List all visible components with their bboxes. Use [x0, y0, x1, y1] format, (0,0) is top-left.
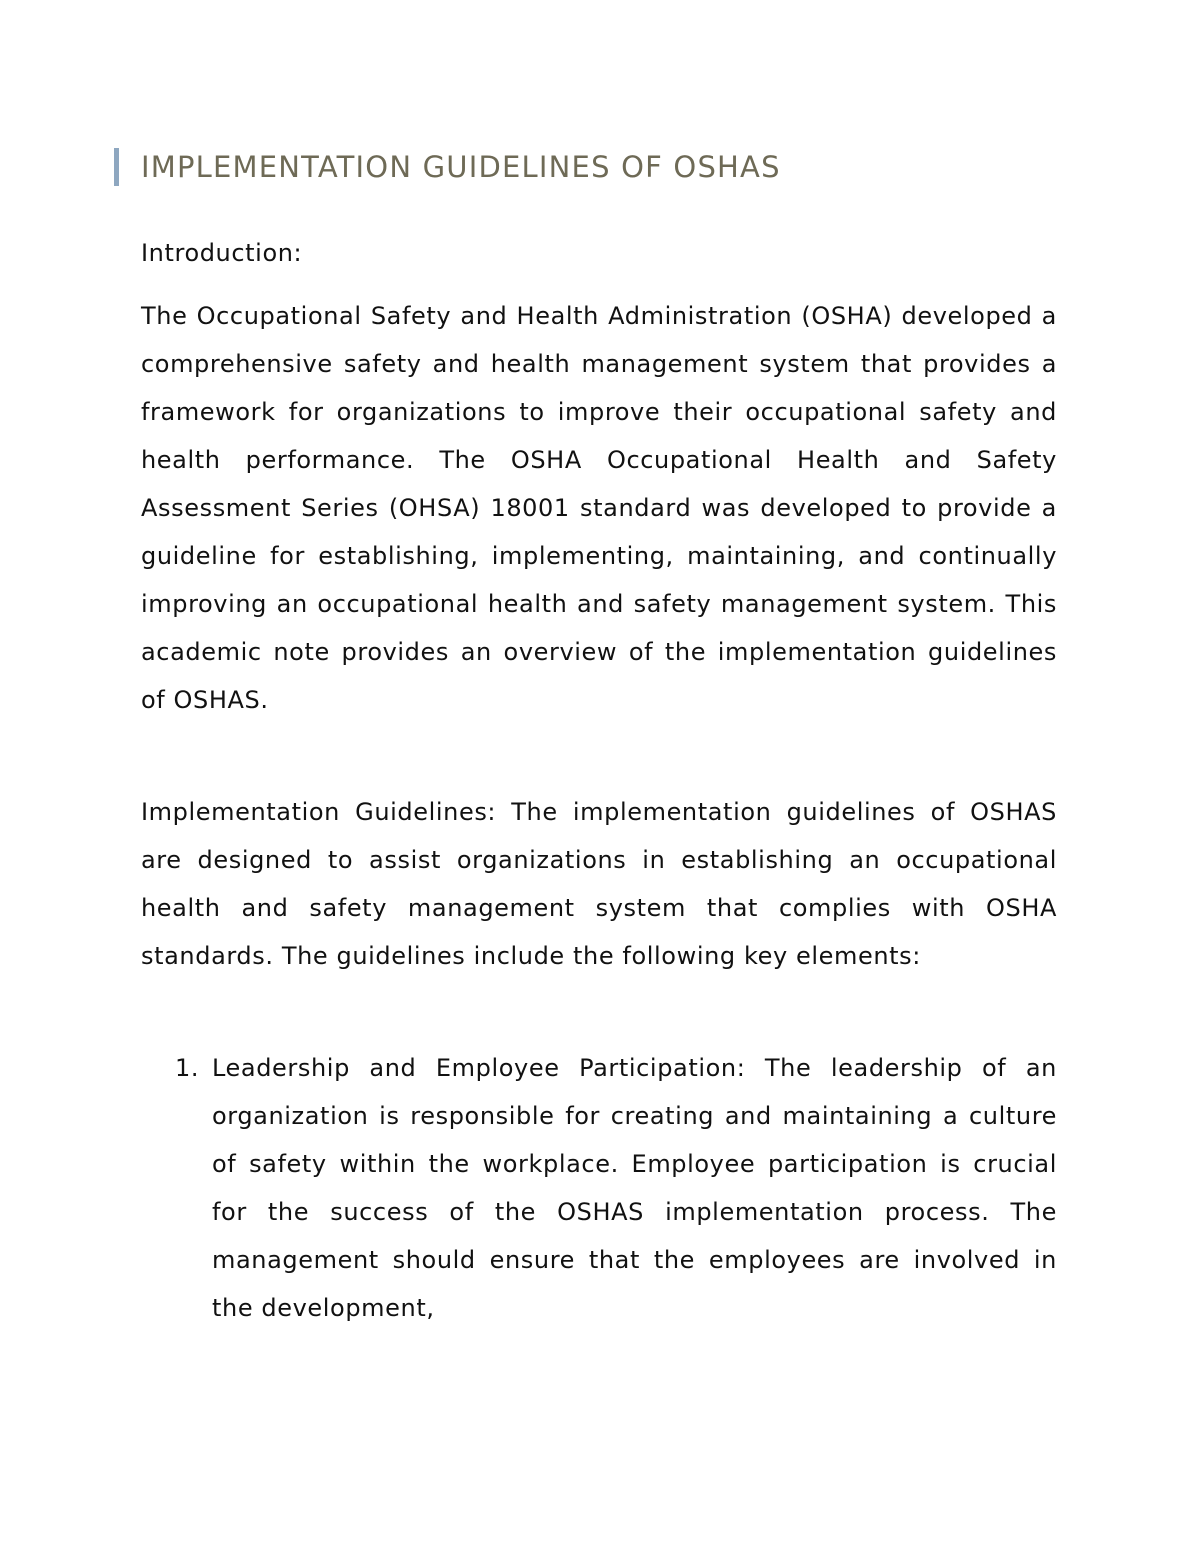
title-accent-bar — [114, 148, 119, 186]
introduction-paragraph: The Occupational Safety and Health Administration (OSHA) developed a comprehensive safety and health management system that provides a framework for organizations to improve their occupational safety and health performance. The OSHA Occupational Health and Safety Assessment Series (OHSA) 18001 standard was developed to provide a guideline for establishing, implementing, maintaining, and continually improving an occupational health and safety management system. This academic note provides an overview of the implementation guidelines of OSHAS. — [141, 302, 1057, 714]
guidelines-paragraph: Implementation Guidelines: The implementation guidelines of OSHAS are designed to assist organizations in establishing an occupational health and safety management system that complies with OSHA standards. The guidelines include the following key elements: — [141, 798, 1057, 970]
list-item-number: 1. — [175, 1054, 200, 1082]
list-item — [141, 1044, 1057, 1332]
introduction-label: Introduction: — [141, 239, 303, 267]
key-elements-list — [141, 1044, 1057, 1332]
document-title: IMPLEMENTATION GUIDELINES OF OSHAS — [141, 150, 781, 184]
list-item-text: Leadership and Employee Participation: The leadership of an organization is responsible for creating and maintaining a culture of safety within the workplace. Employee participation is crucial for the success of the OSHAS implementation process. The management should ensure that the employees are involved in the development, — [212, 1054, 1057, 1322]
